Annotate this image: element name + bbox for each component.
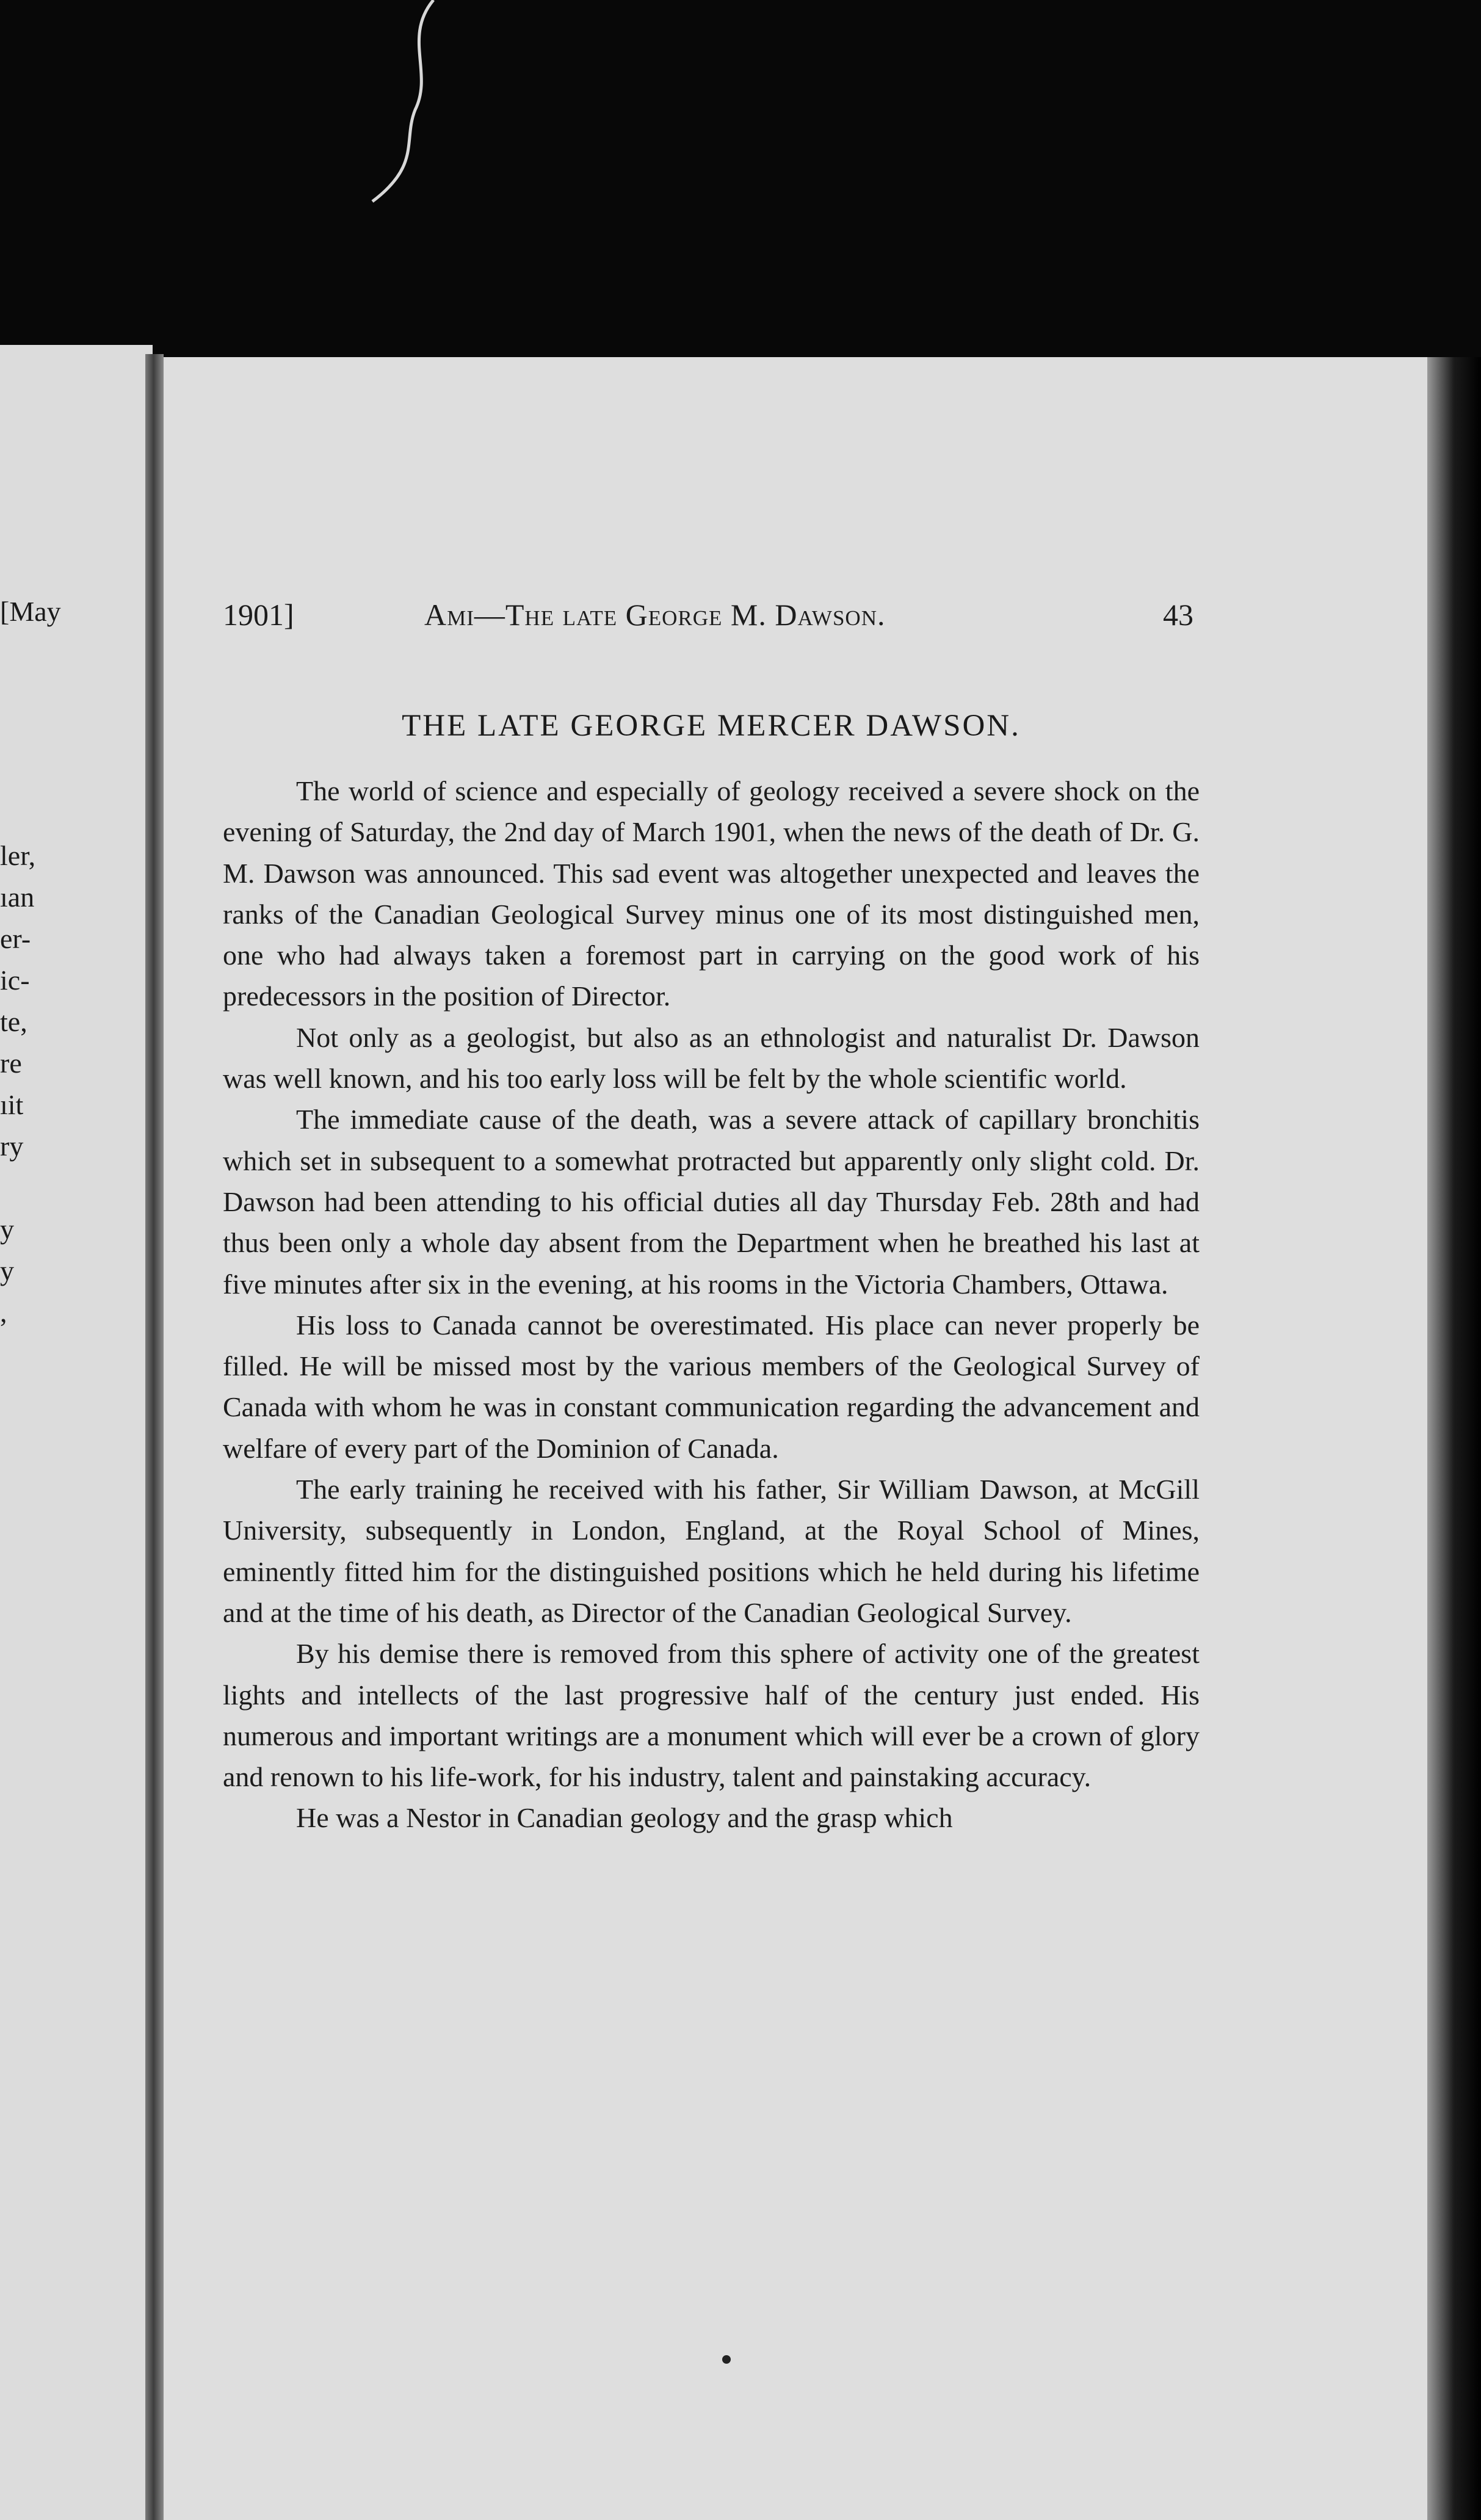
- running-head-year: 1901]: [223, 598, 294, 632]
- page-speck: [722, 2355, 731, 2364]
- paragraph: Not only as a geologist, but also as an ethnologist and naturalist Dr. Dawson was well known, and his too early loss will be felt by the whole scientific world.: [223, 1021, 1200, 1095]
- paragraph: He was a Nestor in Canadian geology and the grasp which: [296, 1802, 953, 1834]
- page-right-edge: [1427, 357, 1481, 2520]
- left-fragment: y: [0, 1255, 14, 1286]
- left-fragment: er-: [0, 923, 31, 954]
- paragraph: By his demise there is removed from this sphere of activity one of the greatest lights and intellects of the last progressive half of the century just ended. His numerous and important writings are a monument which will ever be a crown of glory and renown to his life-work, for his industry, talent and painstaking accuracy.: [223, 1638, 1200, 1793]
- paragraph: The world of science and especially of geology received a severe shock on the evening of Saturday, the 2nd day of March 1901, when the news of the death of Dr. G. M. Dawson was announced. This sad event was altogether unexpected and leaves the ranks of the Canadian Geological Survey minus one of its most distinguished men, one who had always taken a foremost part in carrying on the good work of his predecessors in the position of Director.: [223, 775, 1200, 1012]
- running-head: [223, 597, 1193, 634]
- left-fragment: re: [0, 1048, 22, 1079]
- left-fragment: ıan: [0, 882, 35, 913]
- previous-page-edge: [0, 345, 153, 2520]
- left-fragment: [May: [0, 596, 61, 627]
- paragraph: The early training he received with his father, Sir William Dawson, at McGill University, subsequently in London, England, at the Royal School of Mines, eminently fitted him for the distinguished positions which he held during his lifetime and at the time of his death, as Director of the Canadian Geological Survey.: [223, 1474, 1200, 1628]
- left-fragment: ry: [0, 1131, 24, 1162]
- article-title: THE LATE GEORGE MERCER DAWSON.: [402, 709, 1021, 743]
- running-head-title: Ami—The late George M. Dawson.: [424, 598, 886, 632]
- fiber-artifact: [366, 0, 440, 208]
- article-body: [223, 770, 1200, 1839]
- scan-background: [0, 0, 1481, 366]
- left-fragment: ıit: [0, 1089, 24, 1120]
- left-fragment: te,: [0, 1006, 27, 1037]
- paragraph: His loss to Canada cannot be overestimated. His place can never properly be filled. He will be missed most by the various members of the Geological Survey of Canada with whom he was in constant communication regarding the advancement and welfare of every part of the Dominion of Canada.: [223, 1309, 1200, 1464]
- page-number: 43: [1163, 598, 1193, 632]
- book-gutter: [145, 354, 164, 2520]
- left-fragment: ic-: [0, 965, 30, 996]
- left-fragment: ,: [0, 1297, 7, 1328]
- left-fragment: y: [0, 1214, 14, 1245]
- paragraph: The immediate cause of the death, was a severe attack of capillary bronchitis which set in subsequent to a somewhat protracted but apparently only slight cold. Dr. Dawson had been attending to his official duties all day Thursday Feb. 28th and had thus been only a whole day absent from the Department when he breathed his last at five minutes after six in the evening, at his rooms in the Victoria Chambers, Ottawa.: [223, 1104, 1200, 1300]
- left-fragment: ler,: [0, 840, 36, 871]
